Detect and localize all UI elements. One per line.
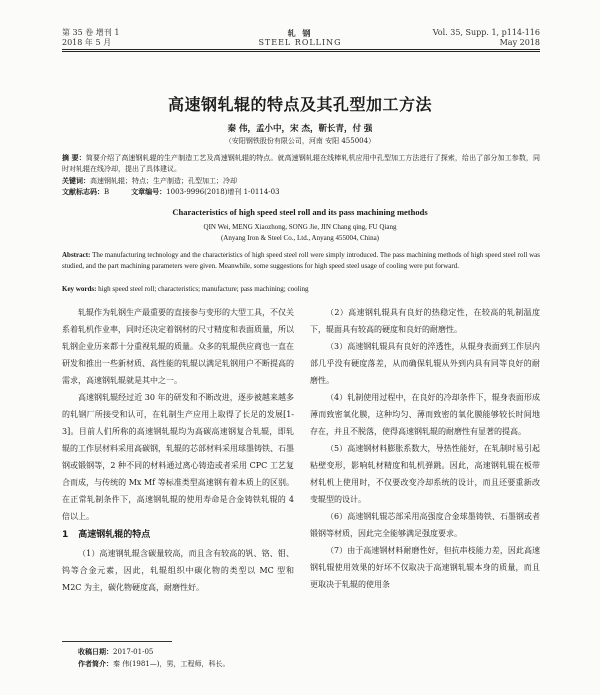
- abstract-en: [62, 250, 540, 271]
- keywords-en-label: Key words:: [62, 285, 97, 293]
- footnote-author: [78, 659, 230, 669]
- feature-paragraph-2: （2）高速钢轧辊具有良好的热稳定性，在较高的轧制温度下，辊面具有较高的硬度和良好的耐磨性。: [310, 308, 540, 334]
- authors-zh: 秦 伟，孟小中，宋 杰，靳长青，付 强: [227, 124, 373, 134]
- footnote-rule: [62, 641, 172, 642]
- page-title: 高速钢轧辊的特点及其孔型加工方法: [167, 95, 432, 114]
- abstract-zh-label: 摘 要：: [62, 153, 86, 162]
- doc-code-label: 文献标志码：: [62, 187, 104, 196]
- header-volume-en: Vol. 35, Supp. 1, p114-116: [432, 28, 540, 37]
- abstract-en-label: Abstract:: [62, 251, 91, 259]
- header-rule: [62, 49, 540, 50]
- authors-en: QIN Wei, MENG Xiaozhong, SONG Jie, JIN Chang qing, FU Qiang: [203, 223, 397, 231]
- left-column: [62, 304, 294, 596]
- header-journal-en: STEEL ROLLING: [258, 38, 342, 47]
- section-number: 1: [62, 530, 69, 540]
- affiliation-zh: （安阳钢铁股份有限公司，河南 安阳 455004）: [224, 137, 376, 145]
- author-bio-label: 作者简介：: [78, 659, 113, 668]
- intro-paragraph-1: 轧辊作为轧钢生产最重要的直接参与变形的大型工具，不仅关系着轧机作业率，同时还决定着钢材的尺寸精度和表面质量，所以轧钢企业历来都十分重视轧辊的质量。众多的轧辊供应商也一直在研发和推出一些新材质、高性能的轧辊以满足轧钢用户不断提高的需求，高速钢轧辊就是其中之一。: [62, 308, 294, 385]
- affiliation-en: (Anyang Iron & Steel Co., Ltd., Anyang 455004, China): [220, 234, 380, 242]
- keywords-zh-label: 关键词：: [62, 176, 90, 185]
- feature-paragraph-6: （6）高速钢轧辊芯部采用高强度合金球墨铸铁、石墨钢或者锻钢等材质，因此完全能够满足强度要求。: [310, 512, 540, 538]
- title-en: Characteristics of high speed steel roll and its pass machining methods: [172, 207, 428, 217]
- feature-paragraph-7: （7）由于高速钢材料耐磨性好，但抗串枝能力差，因此高速钢轧辊使用效果的好坏不仅取决于高速钢轧辊本身的质量，而且更取决于轧辊的使用条: [310, 546, 540, 589]
- received-label: 收稿日期：: [78, 647, 113, 656]
- article-no-label: 文章编号：: [131, 187, 167, 196]
- author-bio: 秦 伟(1981—)，男，工程师，科长。: [113, 660, 230, 668]
- keywords-zh-text: 高速钢轧辊；特点；生产制造；孔型加工；冷却: [90, 177, 237, 185]
- right-column: [310, 304, 540, 593]
- header-date-en: May 2018: [499, 38, 540, 47]
- keywords-en: [62, 284, 540, 295]
- header-date: 2018 年 5 月: [62, 38, 112, 47]
- article-no-value: 1003-9996(2018)增刊 1-0114-03: [166, 188, 280, 196]
- abstract-zh: [62, 153, 540, 174]
- feature-paragraph-1: （1）高速钢轧辊含碳量较高，而且含有较高的钒、铬、钼、钨等合金元素，因此，轧辊组织中碳化物的类型以 MC 型和 M2C 为主，碳化物硬度高，耐磨性好。: [62, 549, 294, 592]
- header-journal-zh: 轧 钢: [287, 28, 313, 38]
- intro-paragraph-2: 高速钢轧辊经过近 30 年的研发和不断改进，逐步被越来越多的轧钢厂所接受和认可，在轧制生产应用上取得了长足的发展[1-3]。目前人们所称的高速钢轧辊均为高碳高速钢复合轧辊，即轧辊的工作层材料采用高碳钢，轧辊的芯部材料采用球墨铸铁、石墨钢或锻钢等，2 种不同的材料通过离心铸造或者采用 CPC 工艺复合而成，与传统的 Mx Mf 等标准类型高速钢有着本质上的区别。在正常轧制条件下，高速钢轧辊的使用寿命是合金铸铁轧辊的 4 倍以上。: [62, 393, 294, 521]
- section-title: 高速钢轧辊的特点: [78, 530, 151, 540]
- keywords-en-text: high speed steel roll; characteristics; manufacture; pass machining; cooling: [98, 285, 309, 293]
- feature-paragraph-5: （5）高速钢材料膨胀系数大，导热性能好，在轧制时易引起粘壁变形，影响轧材精度和轧机弹跳。因此，高速钢轧辊在板带材轧机上使用时，不仅要改变冷却系统的设计，而且还要重新改变辊型的设计。: [310, 444, 540, 504]
- footnote-received: [78, 647, 153, 657]
- keywords-zh: [62, 176, 540, 187]
- received-date: 2017-01-05: [113, 648, 154, 656]
- abstract-zh-text: 简要介绍了高速钢轧辊的生产制造工艺及高速钢轧辊的特点。就高速钢轧辊在线棒轧机应用中孔型加工方法进行了探索，给出了部分加工参数，同时对轧辊在线冷却，提出了具体建议。: [62, 154, 541, 173]
- section-heading-1: [62, 525, 294, 545]
- classification-zh: [62, 187, 540, 198]
- header-rule-double: [62, 51, 540, 52]
- doc-code-value: B: [104, 188, 110, 196]
- header-volume: 第 35 卷 增刊 1: [62, 28, 120, 37]
- abstract-en-text: The manufacturing technology and the characteristics of high speed steel roll were simply introduced. The pass machining methods of high speed steel roll was studied, and the part machining parameters were given. Meanwhile, some suggestions for high speed steel usage of cooling were put forward.: [62, 251, 541, 270]
- feature-paragraph-3: （3）高速钢轧辊具有良好的淬透性，从辊身表面到工作层内部几乎没有硬度落差，从而确保轧辊从外到内具有同等良好的耐磨性。: [310, 342, 540, 385]
- feature-paragraph-4: （4）轧制使用过程中，在良好的冷却条件下，辊身表面形成薄而致密氧化膜，这种均匀、薄而致密的氧化膜能够较长时间地存在，并且不脱落，使得高速钢轧辊的耐磨性有显著的提高。: [310, 393, 540, 436]
